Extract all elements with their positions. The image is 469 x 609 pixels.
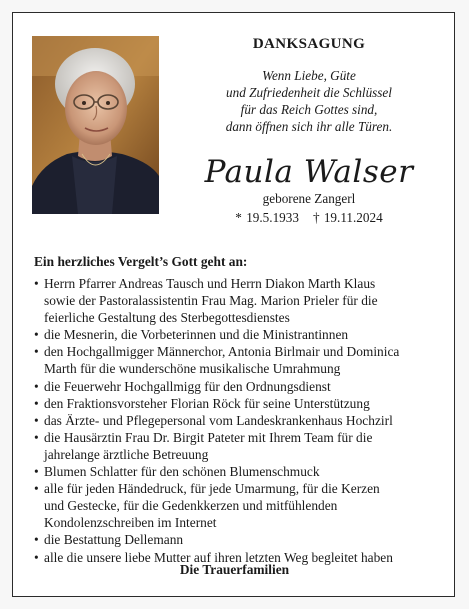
bullet-icon: • bbox=[34, 429, 39, 445]
portrait-photo bbox=[32, 36, 159, 214]
list-item-line: sowie der Pastoralassistentin Frau Mag. Marion Prieler für die bbox=[44, 293, 378, 309]
poem-line: Wenn Liebe, Güte bbox=[262, 68, 356, 83]
bullet-icon: • bbox=[34, 378, 39, 394]
list-item-line: die Bestattung Dellemann bbox=[44, 532, 184, 548]
list-item-line: Kondolenzschreiben im Internet bbox=[44, 515, 217, 531]
list-item-line: feierliche Gestaltung des Sterbegottesdienstes bbox=[44, 310, 290, 326]
list-item-line: und Gestecke, für die Gedenkkerzen und mitfühlenden bbox=[44, 498, 338, 514]
thanks-heading: Ein herzliches Vergelt’s Gott geht an: bbox=[34, 254, 248, 269]
list-item bbox=[34, 378, 446, 395]
deceased-name: Paula Walser bbox=[204, 154, 414, 190]
bullet-icon: • bbox=[34, 412, 39, 428]
list-item-line: die Mesnerin, die Vorbeterinnen und die Ministrantinnen bbox=[44, 327, 349, 343]
bullet-icon: • bbox=[34, 276, 39, 291]
list-item-line: die Feuerwehr Hochgallmigg für den Ordnungsdienst bbox=[44, 378, 331, 394]
header-block bbox=[173, 33, 445, 226]
list-item-line: alle für jeden Händedruck, für jede Umarmung, für die Kerzen bbox=[44, 481, 380, 497]
bullet-icon: • bbox=[34, 395, 39, 411]
list-item-line: Marth für die wunderschöne musikalische Umrahmung bbox=[44, 361, 341, 377]
death-date: † 19.11.2024 bbox=[312, 210, 383, 225]
list-item bbox=[34, 480, 446, 531]
list-item bbox=[34, 326, 446, 343]
bullet-icon: • bbox=[34, 532, 39, 548]
poem-line: dann öffnen sich ihr alle Türen. bbox=[225, 119, 393, 134]
list-item bbox=[34, 412, 446, 429]
bullet-icon: • bbox=[34, 464, 39, 480]
thanks-list bbox=[34, 275, 446, 566]
list-item-line: das Ärzte- und Pflegepersonal vom Landeskrankenhaus Hochzirl bbox=[44, 412, 393, 428]
signature: Die Trauerfamilien bbox=[179, 562, 290, 577]
list-item-line: Herrn Pfarrer Andreas Tausch und Herrn Diakon Marth Klaus bbox=[44, 276, 376, 291]
obituary-card bbox=[12, 12, 455, 597]
bullet-icon: • bbox=[34, 549, 39, 565]
bullet-icon: • bbox=[34, 327, 39, 343]
bullet-icon: • bbox=[34, 344, 39, 360]
page-title: DANKSAGUNG bbox=[252, 36, 366, 52]
birth-name: geborene Zangerl bbox=[262, 191, 356, 206]
list-item-line: den Hochgallmigger Männerchor, Antonia Birlmair und Dominica bbox=[44, 344, 400, 360]
poem-line: für das Reich Gottes sind, bbox=[240, 102, 378, 117]
life-dates bbox=[173, 209, 445, 226]
list-item-line: die Hausärztin Frau Dr. Birgit Pateter mit Ihrem Team für die bbox=[44, 429, 373, 445]
bullet-icon: • bbox=[34, 481, 39, 497]
poem-line: und Zufriedenheit die Schlüssel bbox=[226, 85, 392, 100]
list-item bbox=[34, 531, 446, 548]
list-item-line: jahrelange ärztliche Betreuung bbox=[44, 446, 209, 462]
list-item-line: alle die unsere liebe Mutter auf ihren letzten Weg begleitet haben bbox=[44, 549, 393, 565]
list-item-line: den Fraktionsvorsteher Florian Röck für seine Unterstützung bbox=[44, 395, 370, 411]
list-item bbox=[34, 429, 446, 463]
birth-date: * 19.5.1933 bbox=[235, 210, 299, 225]
list-item bbox=[34, 395, 446, 412]
list-item bbox=[34, 275, 446, 326]
list-item-line: Blumen Schlatter für den schönen Blumenschmuck bbox=[44, 464, 320, 480]
thanks-section bbox=[34, 253, 446, 566]
poem bbox=[173, 67, 445, 135]
list-item bbox=[34, 343, 446, 377]
list-item bbox=[34, 463, 446, 480]
portrait-photo-image bbox=[32, 36, 159, 214]
